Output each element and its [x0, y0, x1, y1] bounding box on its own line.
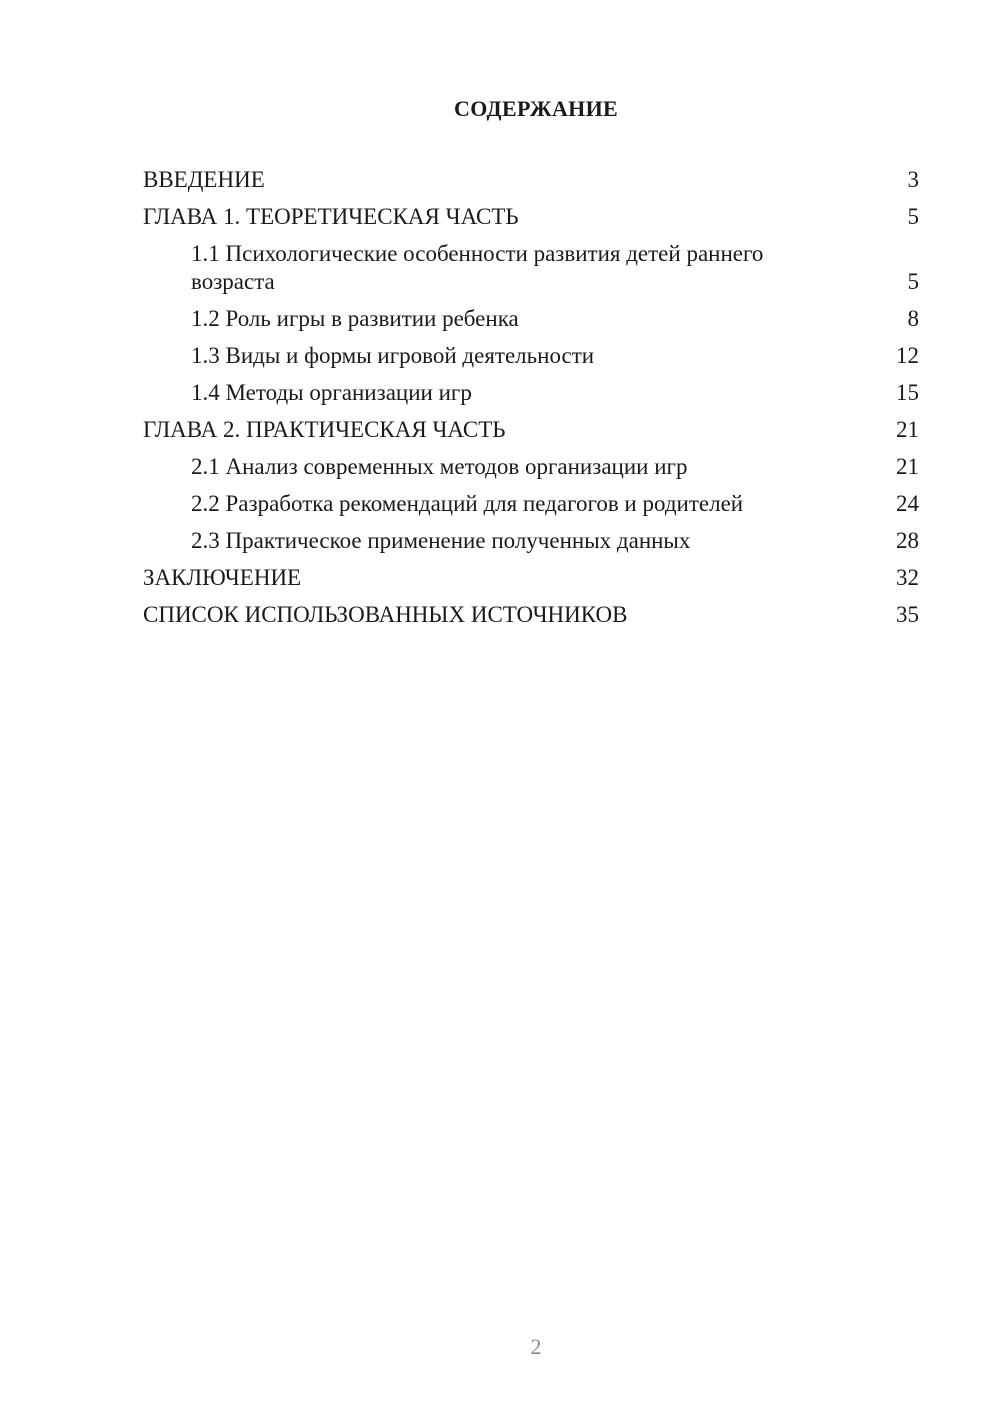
toc-entry-page: 28 — [896, 528, 919, 553]
table-of-contents — [143, 166, 919, 638]
toc-entry-label: ВВЕДЕНИЕ — [143, 167, 265, 192]
toc-entry-section-1-2[interactable] — [143, 305, 919, 333]
toc-entry-chapter-1[interactable] — [143, 203, 919, 231]
toc-entry-label: ЗАКЛЮЧЕНИЕ — [143, 565, 302, 590]
toc-entry-label: 1.3 Виды и формы игровой деятельности — [191, 343, 595, 368]
toc-entry-section-1-4[interactable] — [143, 379, 919, 407]
toc-entry-label: 2.2 Разработка рекомендаций для педагогов и родителей — [191, 491, 744, 516]
toc-entry-page: 5 — [907, 269, 919, 294]
toc-entry-label: 2.1 Анализ современных методов организации игр — [191, 454, 688, 479]
toc-entry-page: 12 — [896, 343, 919, 368]
toc-entry-page: 32 — [896, 565, 919, 590]
toc-entry-label: СПИСОК ИСПОЛЬЗОВАННЫХ ИСТОЧНИКОВ — [143, 602, 628, 627]
toc-entry-references[interactable] — [143, 601, 919, 629]
toc-entry-label: 1.1 Психологические особенности развития детей раннего возраста — [191, 241, 764, 294]
toc-entry-section-2-3[interactable] — [143, 527, 919, 555]
toc-entry-page: 21 — [896, 417, 919, 442]
toc-entry-chapter-2[interactable] — [143, 416, 919, 444]
toc-entry-section-1-1[interactable] — [143, 240, 919, 296]
toc-entry-label: 2.3 Практическое применение полученных данных — [191, 528, 691, 553]
toc-entry-page: 24 — [896, 491, 919, 516]
toc-entry-section-2-2[interactable] — [143, 490, 919, 518]
toc-entry-page: 5 — [907, 204, 919, 229]
toc-entry-page: 35 — [896, 602, 919, 627]
toc-entry-page: 21 — [896, 454, 919, 479]
toc-entry-introduction[interactable] — [143, 166, 919, 194]
toc-entry-label: 1.4 Методы организации игр — [191, 380, 472, 405]
toc-entry-label: 1.2 Роль игры в развитии ребенка — [191, 306, 519, 331]
page-number: 2 — [530, 1334, 542, 1359]
toc-entry-label: ГЛАВА 2. ПРАКТИЧЕСКАЯ ЧАСТЬ — [143, 417, 506, 442]
toc-entry-page: 15 — [896, 380, 919, 405]
toc-entry-label: ГЛАВА 1. ТЕОРЕТИЧЕСКАЯ ЧАСТЬ — [143, 204, 519, 229]
toc-entry-section-1-3[interactable] — [143, 342, 919, 370]
toc-entry-conclusion[interactable] — [143, 564, 919, 592]
toc-entry-page: 3 — [907, 167, 919, 192]
page-title: СОДЕРЖАНИЕ — [454, 96, 618, 121]
toc-entry-section-2-1[interactable] — [143, 453, 919, 481]
toc-entry-page: 8 — [907, 306, 919, 331]
